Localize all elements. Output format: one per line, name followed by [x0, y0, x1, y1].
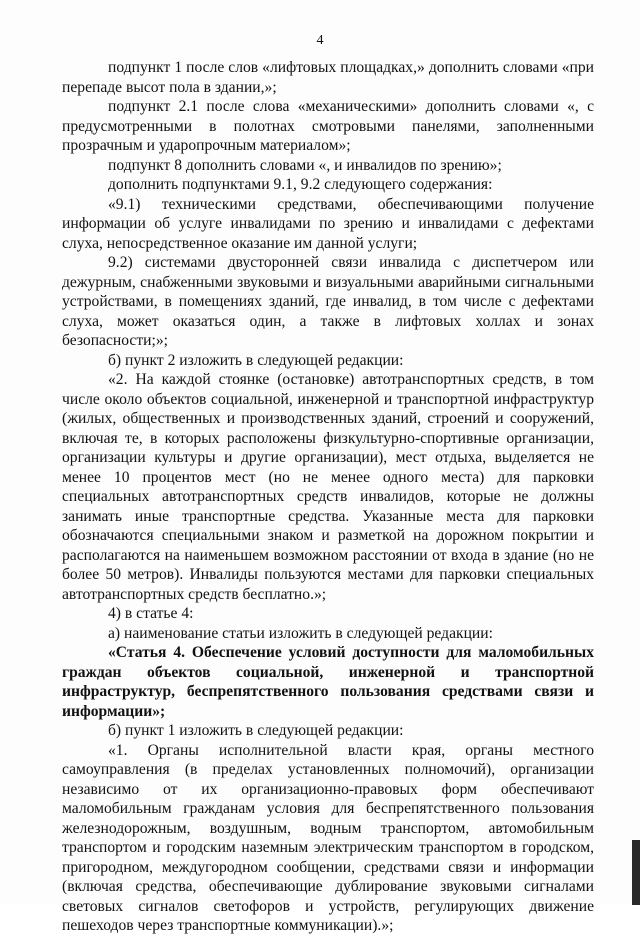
- page-number: 4: [316, 33, 324, 48]
- scan-edge-shadow: [632, 840, 640, 905]
- paragraph: «1. Органы исполнительной власти края, органы местного самоуправления (в пределах установленных полномочий), организации независимо от их организационно-правовых форм обеспечивают маломобильным гражданам условия для беспрепятственного пользования железнодорожным, воздушным, водным транспортом, автомобильным транспортом и городским наземным электрическим транспортом в городском, пригородном, междугородном сообщении, средствами связи и информации (включая средства, обеспечивающие дублирование звуковыми сигналами световых сигналов светофоров и устройств, регулирующих движение пешеходов через транспортные коммуникации).»;: [62, 741, 594, 934]
- paragraph: подпункт 1 после слов «лифтовых площадках,» дополнить словами «при перепаде высот пола в здании,»;: [62, 59, 594, 96]
- paragraph: дополнить подпунктами 9.1, 9.2 следующего содержания:: [108, 176, 493, 193]
- article-heading: «Статья 4. Обеспечение условий доступности для маломобильных граждан объектов социальной, инженерной и транспортной инфраструктур, беспрепятственного пользования средствами связи и информации»;: [62, 644, 594, 720]
- paragraph: 9.2) системами двусторонней связи инвалида с диспетчером или дежурным, снабженными звуковыми и визуальными аварийными сигнальными устройствами, в помещениях зданий, где инвалид, в том числе с дефектами слуха, может оказаться один, а также в лифтовых холлах и зонах безопасности;»;: [62, 254, 594, 349]
- paragraph: подпункт 8 дополнить словами «, и инвалидов по зрению»;: [108, 156, 502, 174]
- paragraph: подпункт 2.1 после слова «механическими» дополнить словами «, с предусмотренными в полотнах смотровыми панелями, заполненными прозрачным и ударопрочным материалом»;: [62, 98, 594, 154]
- paragraph: «2. На каждой стоянке (остановке) автотранспортных средств, в том числе около объектов социальной, инженерной и транспортной инфраструктур (жилых, общественных и производственных зданий, строений и сооружений, включая те, в которых расположены физкультурно-спортивные организации, организации культуры и другие организации), мест отдыха, выделяется не менее 10 процентов мест (но не менее одного места) для парковки специальных автотранспортных средств инвалидов, которые не должны занимать иные транспортные средства. Указанные места для парковки обозначаются специальными знаком и разметкой на дорожном покрытии и располагаются на наименьшем возможном расстоянии от входа в здание (но не более 50 метров). Инвалиды пользуются местами для парковки специальных автотранспортных средств бесплатно.»;: [62, 371, 594, 603]
- document-body: [62, 58, 594, 936]
- paragraph: б) пункт 2 изложить в следующей редакции:: [108, 351, 404, 369]
- paragraph: 4) в статье 4:: [108, 605, 194, 622]
- paragraph: б) пункт 1 изложить в следующей редакции:: [108, 722, 404, 739]
- paragraph: «9.1) техническими средствами, обеспечивающими получение информации об услуге инвалидами по зрению и инвалидами с дефектами слуха, непосредственное оказание им данной услуги;: [62, 195, 594, 252]
- paragraph: а) наименование статьи изложить в следующей редакции:: [108, 624, 493, 642]
